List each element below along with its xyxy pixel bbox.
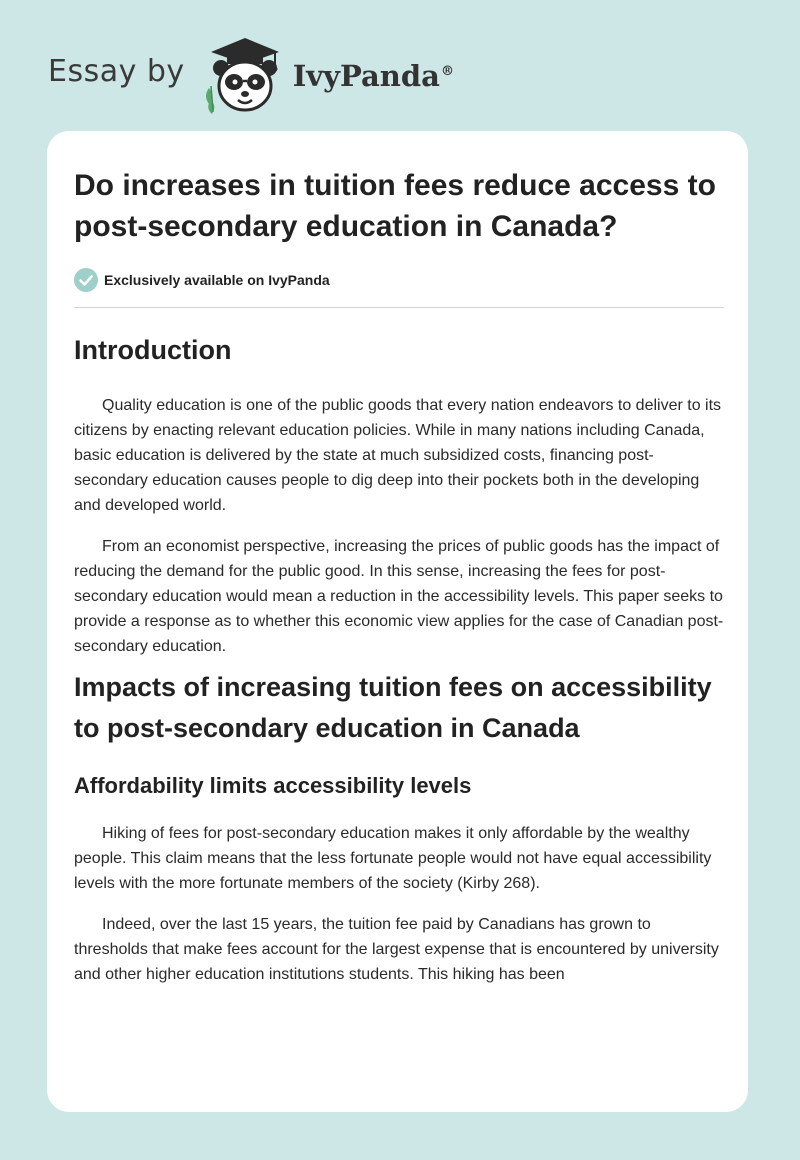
ivypanda-logo-icon[interactable]: [199, 34, 291, 114]
paragraph: Hiking of fees for post-secondary education makes it only affordable by the wealthy people. This claim means that the less fortunate people would not have equal accessibility levels with the more fortunate members of the society (Kirby 268).: [74, 825, 712, 892]
essay-by-label: Essay by: [48, 53, 185, 89]
ivypanda-wordmark[interactable]: [293, 59, 454, 93]
paragraph: Indeed, over the last 15 years, the tuition fee paid by Canadians has grown to thresholds that make fees account for the largest expense that is encountered by university and other higher education institutions students. This hiking has been: [74, 916, 719, 983]
paragraph: From an economist perspective, increasing the prices of public goods has the impact of reducing the demand for the public good. In this sense, increasing the fees for post-secondary education would mean a reduction in the accessibility levels. This paper seeks to provide a response as to whether this economic view applies for the case of Canadian post-secondary education.: [74, 538, 724, 655]
section-heading-introduction: Introduction: [74, 335, 232, 365]
check-circle-icon: [74, 268, 98, 292]
essay-title: Do increases in tuition fees reduce access to post-secondary education in Canada?: [74, 169, 716, 243]
essay-content: [74, 165, 724, 987]
brand-name-text: IvyPanda: [292, 59, 440, 93]
section-heading-impacts: Impacts of increasing tuition fees on accessibility to post-secondary education in Canada: [74, 672, 712, 743]
subheading-affordability: Affordability limits accessibility levels: [74, 773, 472, 798]
paragraph: Quality education is one of the public goods that every nation endeavors to deliver to its citizens by enacting relevant education policies. While in many nations including Canada, basic education is delivered by the state at much subsidized costs, financing post-secondary education causes people to dig deep into their pockets both in the developing and developed world.: [74, 397, 722, 514]
essay-card: [47, 131, 748, 1112]
brand-header: [48, 34, 454, 114]
registered-mark: ®: [440, 64, 454, 80]
exclusive-label: Exclusively available on IvyPanda: [104, 272, 330, 288]
title-divider: [74, 307, 724, 308]
exclusive-badge: [74, 267, 724, 293]
